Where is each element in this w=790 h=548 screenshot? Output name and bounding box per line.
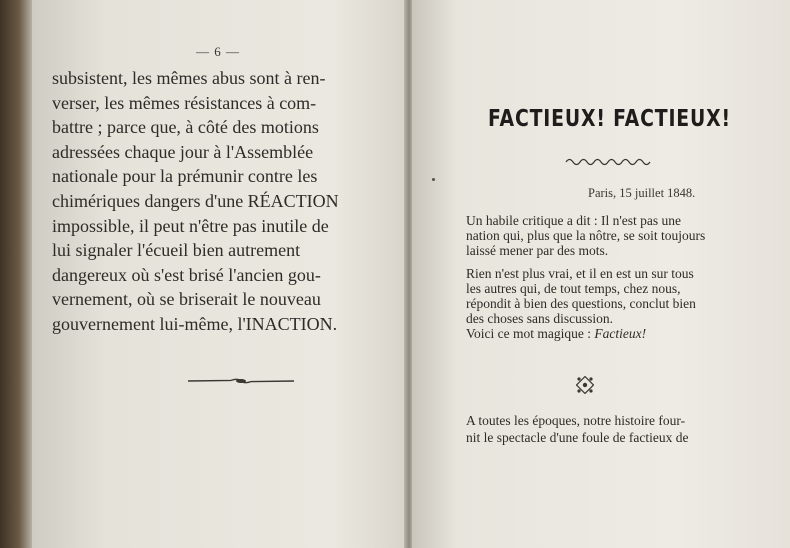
text-line: les autres qui, de tout temps, chez nous, [466,280,681,296]
ornament-rule-icon [186,377,296,385]
chapter-title: FACTIEUX! FACTIEUX! [488,106,731,132]
dateline: Paris, 15 juillet 1848. [588,186,696,200]
text-line: vernement, où se briserait le nouveau [52,289,321,310]
text-line: verser, les mêmes résistances à com- [52,92,317,113]
text-line: adressées chaque jour à l'Assemblée [52,141,314,162]
wave-ornament-icon [565,157,653,167]
fleuron-icon [576,376,594,394]
text-line: A toutes les époques, notre histoire four- [466,413,686,428]
text-line: laissé mener par des mots. [466,243,609,259]
text-line: impossible, il peut n'être pas inutile de [52,215,329,236]
right-page-body [466,213,766,342]
text-line: battre ; parce que, à côté des motions [52,117,319,138]
text-line: gouvernement lui-même, l'INACTION. [52,313,338,334]
magic-word: Factieux! [594,326,647,342]
text-line: des choses sans discussion. [466,311,613,327]
text-line: nit le spectacle d'une foule de factieux de [466,429,689,445]
text-line: nation qui, plus que la nôtre, se soit toujours [466,228,706,244]
magic-word-line [466,326,766,341]
magic-prefix: Voici ce mot magique : [466,326,595,342]
text-line: Rien n'est plus vrai, et il en est un sur tous [466,265,694,281]
text-line: dangereux où s'est brisé l'ancien gou- [52,264,321,285]
ink-dot [432,178,435,181]
left-page-body [52,66,402,337]
text-line: chimériques dangers d'une RÉACTION [52,190,339,211]
book-edge [0,0,32,548]
text-line: Un habile critique a dit : Il n'est pas une [466,213,681,228]
right-page-continuation [466,413,766,446]
text-line: nationale pour la prémunir contre les [52,166,318,187]
page-number: — 6 — [196,44,240,59]
text-line: répondit à bien des questions, conclut bien [466,296,696,312]
text-line: lui signaler l'écueil bien autrement [52,240,301,261]
text-line: subsistent, les mêmes abus sont à ren- [52,68,326,88]
